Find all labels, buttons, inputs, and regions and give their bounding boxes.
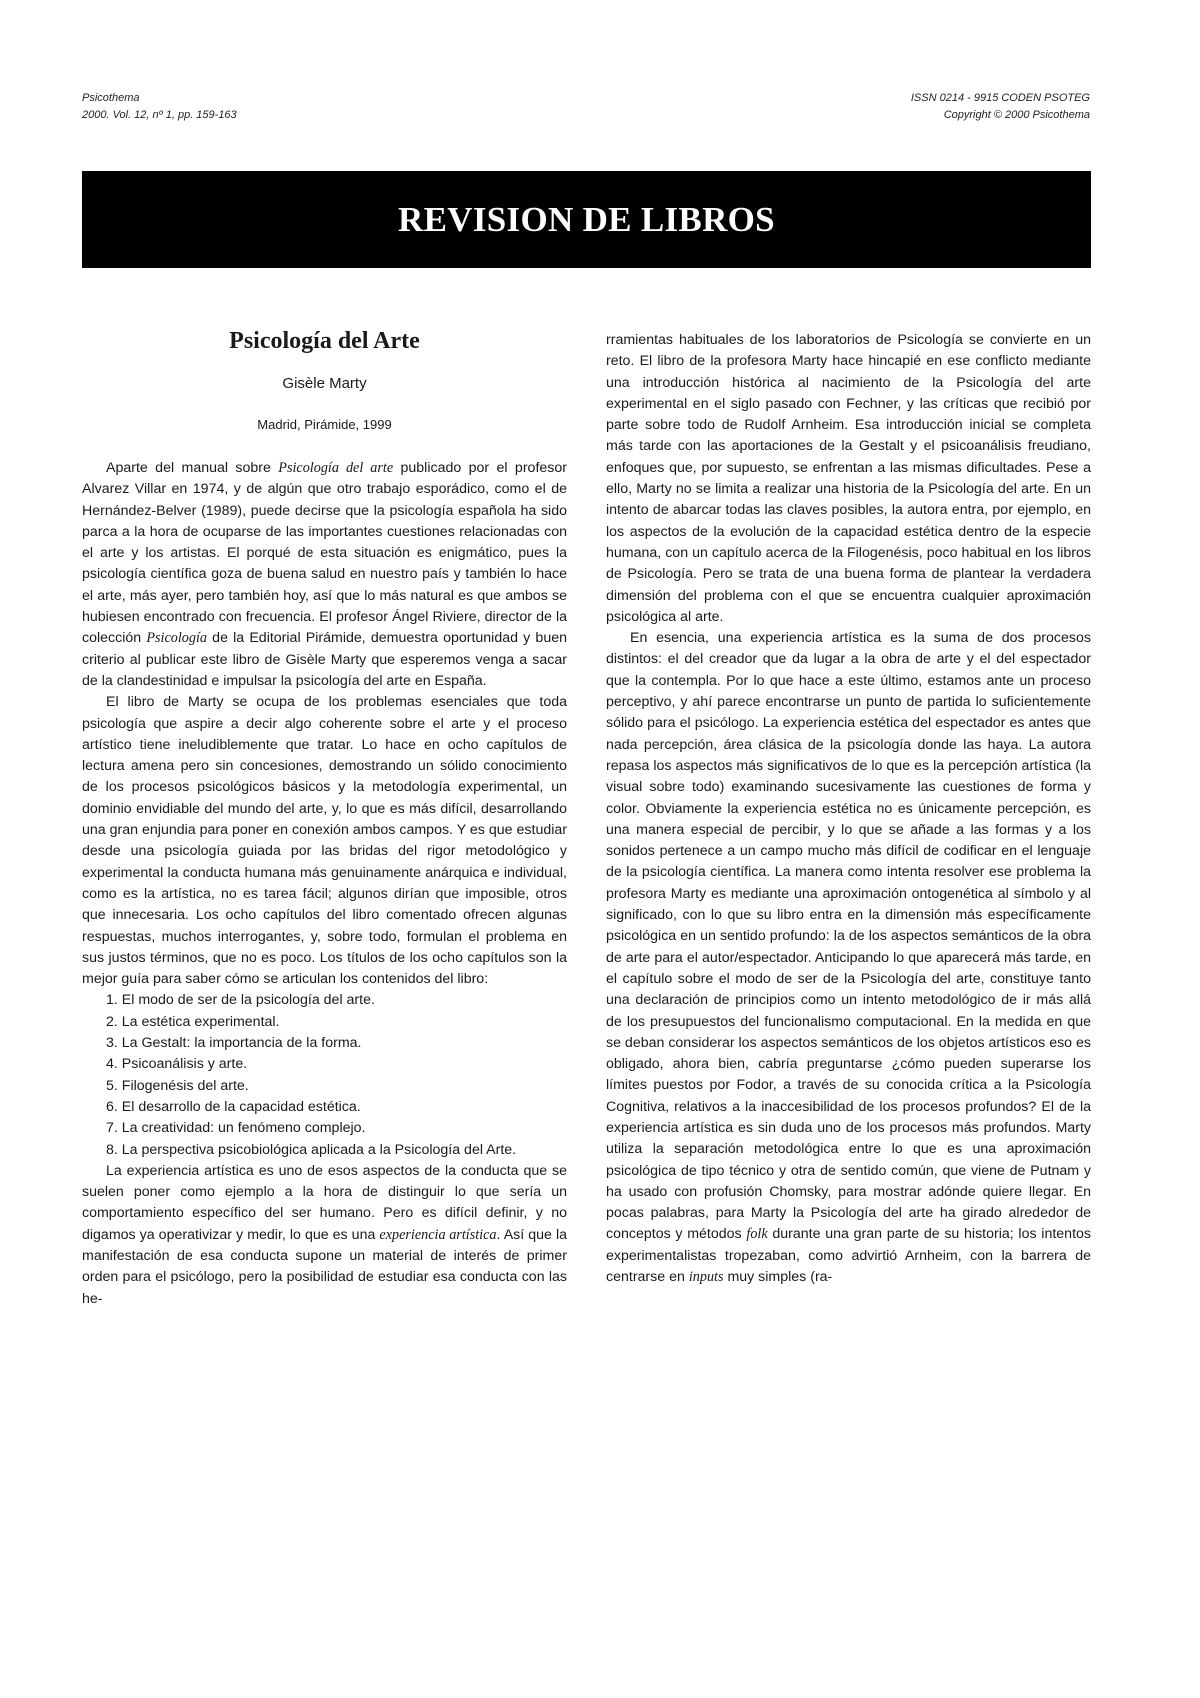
chapter-item: 2. La estética experimental. [106,1013,280,1030]
book-publication: Madrid, Pirámide, 1999 [257,417,392,432]
text-run: durante una gran parte de su historia; los intentos experimentalistas tropezaban, como advirtió Arnheim, con la barrera de centrarse en [606,1226,1091,1286]
chapter-item: 6. El desarrollo de la capacidad estética. [106,1098,361,1115]
chapter-item: 3. La Gestalt: la importancia de la forma. [106,1035,362,1052]
journal-citation: 2000. Vol. 12, nº 1, pp. 159-163 [82,109,237,121]
italic-title: Psicología del arte [278,460,394,476]
issn-header [911,90,1090,124]
chapter-item: 7. La creatividad: un fenómeno complejo. [106,1120,366,1137]
paragraph-3 [82,1161,567,1310]
paragraph-5 [606,628,1091,1288]
text-run: La experiencia artística es uno de esos aspectos de la conducta que se suelen poner como ejemplo a la hora de distinguir lo que sería un comportamiento específico del ser humano. Pero es difícil definir, y no digamos ya operativizar y medir, lo que es una [82,1162,567,1243]
left-column [82,326,567,1310]
copyright-line: Copyright © 2000 Psicothema [943,109,1090,121]
paragraph-4: rramientas habituales de los laboratorios de Psicología se convierte en un reto. El libro de la profesora Marty hace hincapié en ese conflicto mediante una introducción histórica al nacimiento de la Psicología del arte experimental en el siglo pasado con Fechner, y las críticas que recibió por parte sobre todo de Rudolf Arnheim. Esa introducción inicial se completa más tarde con las aportaciones de la Gestalt y el psicoanálisis freudiano, enfoques que, por supuesto, se enfrentan a las mismas dificultades. Pese a ello, Marty no se limita a realizar una historia de la Psicología del arte. En un intento de abarcar todas las claves posibles, la autora entra, por ejemplo, en los aspectos de la evolución de la capacidad estética dentro de la especie humana, con un capítulo acerca de la Filogenésis, poco habitual en los libros de Psicología. Pero se trata de una buena forma de plantear la verdadera dimensión del problema con el que se encuentra cualquier aproximación psicológica al arte. [606,332,1091,625]
section-banner [82,171,1091,268]
italic-collection: Psicología [146,630,208,647]
right-column [606,330,1091,1288]
paragraph-2: El libro de Marty se ocupa de los problemas esenciales que toda psicología que aspire a decir algo coherente sobre el arte y el proceso artístico tiene ineludiblemente que tratar. Lo hace en ocho capítulos de lectura amena pero sin concesiones, demostrando un sólido conocimiento de los procesos psicológicos básicos y la metodología experimental, un dominio envidiable del mundo del arte, y, lo que es más difícil, desarrollando una gran enjundia para poner en conexión ambos campos. Y es que estudiar desde una psicología guiada por las bridas del rigor metodológico y experimental la conducta humana más genuinamente anárquica e individual, como es la artística, no es tarea fácil; algunos dirían que imposible, otros que innecesaria. Los ocho capítulos del libro comentado ofrecen algunas respuestas, muchos interrogantes, y, sobre todo, formulan el problema en sus justos términos, que no es poco. Los títulos de los ocho capítulos son la mejor guía para saber cómo se articulan los contenidos del libro: [82,694,567,988]
italic-term: inputs [688,1269,724,1286]
paragraph-1 [82,458,567,692]
text-run: de la Editorial Pirámide, demuestra oportunidad y buen criterio al publicar este libro de Gisèle Marty que esperemos venga a sacar de la clandestinidad e impulsar la psicología del arte en España. [82,630,567,689]
chapter-item: 8. La perspectiva psicobiológica aplicada a la Psicología del Arte. [106,1141,517,1158]
chapter-item: 4. Psicoanálisis y arte. [106,1056,248,1073]
text-run: publicado por el profesor Alvarez Villar en 1974, y de algún que otro trabajo esporádico, como el de Hernández-Belver (1989), puede decirse que la psicología española ha sido parca a la hora de ocuparse de las importantes cuestiones relacionadas con el arte y los artistas. El porqué de esta situación es enigmático, pues la psicología científica goza de buena salud en nuestro país y también lo hace el arte, más ayer, pero también hoy, así que lo más natural es que ambos se hubiesen encontrado con frecuencia. El profesor Ángel Riviere, director de la colección [82,460,567,647]
text-run: muy simples (ra- [723,1269,833,1286]
section-title: REVISION DE LIBROS [398,199,775,239]
text-run: Aparte del manual sobre [106,460,279,476]
italic-term: folk [746,1226,768,1243]
chapter-list [82,990,567,1160]
journal-header [82,90,237,124]
journal-name: Psicothema [82,92,140,104]
issn-line: ISSN 0214 - 9915 CODEN PSOTEG [910,92,1090,104]
text-run: . Así que la manifestación de esa conducta supone un material de interés de primer orden para el psicólogo, pero la posibilidad de estudiar esa conducta con las he- [82,1226,567,1307]
chapter-item: 1. El modo de ser de la psicología del arte. [106,992,375,1009]
text-run: En esencia, una experiencia artística es la suma de dos procesos distintos: el del creador que da lugar a la obra de arte y el del espectador que la contempla. Por lo que hace a este último, estamos ante un proceso perceptivo, y ahí parece encontrarse un punto de partida lo suficientemente sólido para el psicólogo. La experiencia estética del espectador es antes que nada percepción, área clásica de la psicología donde las haya. La autora repasa los aspectos más significativos de lo que es la percepción artística (la visual sobre todo) examinando sucesivamente las cuestiones de forma y color. Obviamente la experiencia estética no es únicamente percepción, es una manera especial de percibir, y lo que se añade a las formas y a los sonidos pertenece a un campo mucho más difícil de codificar en el lenguaje de la psicología científica. La manera como intenta resolver ese problema la profesora Marty es mediante una aproximación ontogenética al símbolo y al significado, con lo que su libro entra en la dimensión más específicamente psicológica en un sentido profundo: la de los aspectos semánticos de la obra de arte para el autor/espectador. Anticipando lo que aparecerá más tarde, en el capítulo sobre el modo de ser de la Psicología del arte, constituye tanto una declaración de principios como un intento metodológico de ir más allá de los presupuestos del funcionalismo computacional. En la medida en que se deban considerar los aspectos semánticos de los objetos artísticos eso es obligado, ahora bien, cabría preguntarse ¿cómo pueden superarse los límites puestos por Fodor, a través de su conocida crítica a la Psicología Cognitiva, relativos a la inaccesibilidad de los procesos profundos? El de la experiencia artística es sin duda uno de los procesos más profundos. Marty utiliza la separación metodológica entre lo que es una aproximación psicológica de tipo técnico y otra de sentido común, que viene de Putnam y ha usado con profusión Chomsky, para mostrar adónde quiere llegar. En pocas palabras, para Marty la Psicología del arte ha girado alrededor de conceptos y métodos [606,630,1092,1243]
italic-term: experiencia artística [379,1226,497,1243]
book-title: Psicología del Arte [229,328,420,354]
book-author: Gisèle Marty [282,375,367,392]
chapter-item: 5. Filogenésis del arte. [106,1077,249,1094]
